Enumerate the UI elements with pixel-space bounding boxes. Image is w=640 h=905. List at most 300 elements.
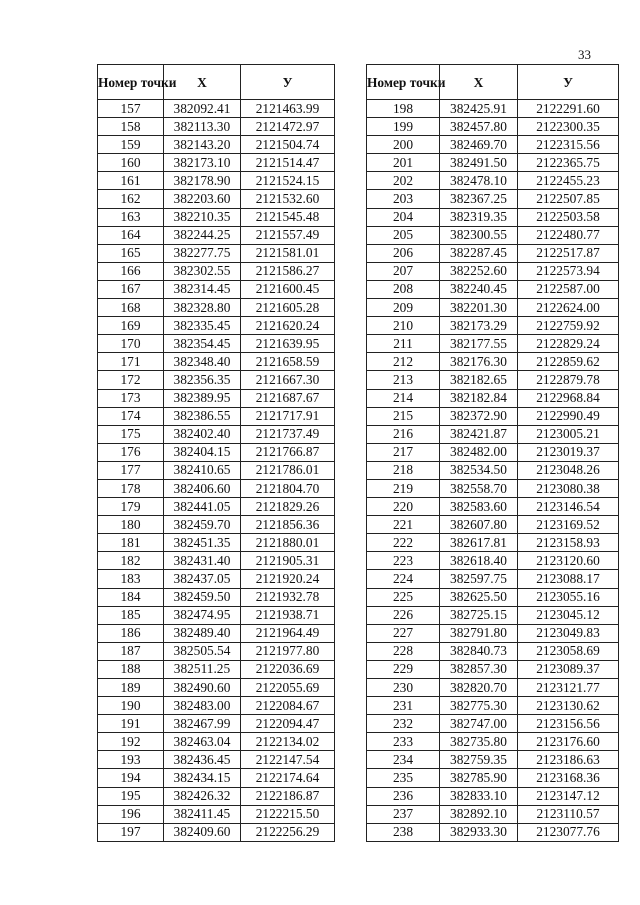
point-number-cell: 187 — [98, 642, 164, 660]
table-row — [98, 679, 335, 697]
point-number-cell: 199 — [367, 118, 440, 136]
x-coordinate-cell: 382534.50 — [440, 461, 518, 479]
table-row — [98, 697, 335, 715]
x-coordinate-cell: 382759.35 — [440, 751, 518, 769]
table-row — [98, 425, 335, 443]
y-coordinate-cell: 2121524.15 — [241, 172, 335, 190]
header-row — [98, 65, 335, 100]
x-coordinate-cell: 382775.30 — [440, 697, 518, 715]
point-number-cell: 207 — [367, 262, 440, 280]
x-coordinate-cell: 382491.50 — [440, 154, 518, 172]
point-number-cell: 221 — [367, 516, 440, 534]
y-coordinate-cell: 2122517.87 — [518, 244, 619, 262]
table-row — [98, 516, 335, 534]
x-coordinate-cell: 382857.30 — [440, 660, 518, 678]
header-point-number: Номер точки — [98, 65, 164, 100]
x-coordinate-cell: 382356.35 — [164, 371, 241, 389]
point-number-cell: 227 — [367, 624, 440, 642]
y-coordinate-cell: 2123005.21 — [518, 425, 619, 443]
table-row — [367, 588, 619, 606]
x-coordinate-cell: 382277.75 — [164, 244, 241, 262]
y-coordinate-cell: 2123120.60 — [518, 552, 619, 570]
y-coordinate-cell: 2121920.24 — [241, 570, 335, 588]
point-number-cell: 226 — [367, 606, 440, 624]
point-number-cell: 238 — [367, 823, 440, 841]
header-row — [367, 65, 619, 100]
x-coordinate-cell: 382735.80 — [440, 733, 518, 751]
point-number-cell: 228 — [367, 642, 440, 660]
header-y: У — [241, 65, 335, 100]
table-row — [98, 443, 335, 461]
x-coordinate-cell: 382354.45 — [164, 335, 241, 353]
x-coordinate-cell: 382607.80 — [440, 516, 518, 534]
y-coordinate-cell: 2123176.60 — [518, 733, 619, 751]
y-coordinate-cell: 2121581.01 — [241, 244, 335, 262]
x-coordinate-cell: 382173.10 — [164, 154, 241, 172]
x-coordinate-cell: 382404.15 — [164, 443, 241, 461]
x-coordinate-cell: 382319.35 — [440, 208, 518, 226]
table-row — [98, 461, 335, 479]
x-coordinate-cell: 382372.90 — [440, 407, 518, 425]
x-coordinate-cell: 382178.90 — [164, 172, 241, 190]
y-coordinate-cell: 2122186.87 — [241, 787, 335, 805]
table-row — [98, 353, 335, 371]
point-number-cell: 157 — [98, 100, 164, 118]
x-coordinate-cell: 382367.25 — [440, 190, 518, 208]
y-coordinate-cell: 2121964.49 — [241, 624, 335, 642]
table-row — [367, 479, 619, 497]
x-coordinate-cell: 382143.20 — [164, 136, 241, 154]
point-number-cell: 237 — [367, 805, 440, 823]
point-number-cell: 166 — [98, 262, 164, 280]
table-row — [367, 244, 619, 262]
table-row — [98, 172, 335, 190]
x-coordinate-cell: 382478.10 — [440, 172, 518, 190]
y-coordinate-cell: 2122503.58 — [518, 208, 619, 226]
x-coordinate-cell: 382201.30 — [440, 299, 518, 317]
point-number-cell: 179 — [98, 498, 164, 516]
y-coordinate-cell: 2122134.02 — [241, 733, 335, 751]
y-coordinate-cell: 2121687.67 — [241, 389, 335, 407]
table-row — [98, 371, 335, 389]
point-number-cell: 191 — [98, 715, 164, 733]
x-coordinate-cell: 382618.40 — [440, 552, 518, 570]
point-number-cell: 178 — [98, 479, 164, 497]
y-coordinate-cell: 2121532.60 — [241, 190, 335, 208]
x-coordinate-cell: 382785.90 — [440, 769, 518, 787]
page-number: 33 — [578, 47, 591, 62]
table-row — [98, 823, 335, 841]
y-coordinate-cell: 2121766.87 — [241, 443, 335, 461]
header-y: У — [518, 65, 619, 100]
table-row — [367, 697, 619, 715]
table-body-left — [98, 100, 335, 842]
table-row — [98, 208, 335, 226]
table-row — [367, 642, 619, 660]
y-coordinate-cell: 2123168.36 — [518, 769, 619, 787]
table-row — [98, 624, 335, 642]
table-row — [98, 769, 335, 787]
point-number-cell: 223 — [367, 552, 440, 570]
y-coordinate-cell: 2123121.77 — [518, 679, 619, 697]
point-number-cell: 169 — [98, 317, 164, 335]
y-coordinate-cell: 2121717.91 — [241, 407, 335, 425]
x-coordinate-cell: 382597.75 — [440, 570, 518, 588]
point-number-cell: 183 — [98, 570, 164, 588]
y-coordinate-cell: 2121514.47 — [241, 154, 335, 172]
point-number-cell: 177 — [98, 461, 164, 479]
table-row — [367, 190, 619, 208]
x-coordinate-cell: 382725.15 — [440, 606, 518, 624]
x-coordinate-cell: 382176.30 — [440, 353, 518, 371]
y-coordinate-cell: 2123169.52 — [518, 516, 619, 534]
point-number-cell: 211 — [367, 335, 440, 353]
y-coordinate-cell: 2123147.12 — [518, 787, 619, 805]
table-row — [367, 805, 619, 823]
table-row — [98, 588, 335, 606]
point-number-cell: 170 — [98, 335, 164, 353]
x-coordinate-cell: 382892.10 — [440, 805, 518, 823]
y-coordinate-cell: 2121463.99 — [241, 100, 335, 118]
table-row — [367, 769, 619, 787]
table-row — [98, 154, 335, 172]
point-number-cell: 233 — [367, 733, 440, 751]
table-row — [98, 389, 335, 407]
y-coordinate-cell: 2121620.24 — [241, 317, 335, 335]
x-coordinate-cell: 382302.55 — [164, 262, 241, 280]
point-number-cell: 225 — [367, 588, 440, 606]
x-coordinate-cell: 382182.65 — [440, 371, 518, 389]
point-number-cell: 212 — [367, 353, 440, 371]
y-coordinate-cell: 2123055.16 — [518, 588, 619, 606]
x-coordinate-cell: 382421.87 — [440, 425, 518, 443]
point-number-cell: 190 — [98, 697, 164, 715]
point-number-cell: 172 — [98, 371, 164, 389]
y-coordinate-cell: 2121938.71 — [241, 606, 335, 624]
table-row — [367, 371, 619, 389]
table-row — [367, 443, 619, 461]
point-number-cell: 192 — [98, 733, 164, 751]
y-coordinate-cell: 2121600.45 — [241, 280, 335, 298]
table-row — [367, 317, 619, 335]
x-coordinate-cell: 382402.40 — [164, 425, 241, 443]
y-coordinate-cell: 2122990.49 — [518, 407, 619, 425]
y-coordinate-cell: 2121639.95 — [241, 335, 335, 353]
y-coordinate-cell: 2122859.62 — [518, 353, 619, 371]
table-row — [98, 498, 335, 516]
x-coordinate-cell: 382092.41 — [164, 100, 241, 118]
x-coordinate-cell: 382177.55 — [440, 335, 518, 353]
x-coordinate-cell: 382451.35 — [164, 534, 241, 552]
point-number-cell: 198 — [367, 100, 440, 118]
point-number-cell: 219 — [367, 479, 440, 497]
table-row — [367, 715, 619, 733]
x-coordinate-cell: 382933.30 — [440, 823, 518, 841]
point-number-cell: 201 — [367, 154, 440, 172]
x-coordinate-cell: 382467.99 — [164, 715, 241, 733]
table-row — [367, 226, 619, 244]
y-coordinate-cell: 2121667.30 — [241, 371, 335, 389]
point-number-cell: 173 — [98, 389, 164, 407]
y-coordinate-cell: 2123080.38 — [518, 479, 619, 497]
x-coordinate-cell: 382287.45 — [440, 244, 518, 262]
y-coordinate-cell: 2123156.56 — [518, 715, 619, 733]
x-coordinate-cell: 382583.60 — [440, 498, 518, 516]
y-coordinate-cell: 2121880.01 — [241, 534, 335, 552]
table-row — [98, 299, 335, 317]
y-coordinate-cell: 2122455.23 — [518, 172, 619, 190]
point-number-cell: 182 — [98, 552, 164, 570]
table-row — [367, 262, 619, 280]
y-coordinate-cell: 2123089.37 — [518, 660, 619, 678]
x-coordinate-cell: 382328.80 — [164, 299, 241, 317]
y-coordinate-cell: 2121504.74 — [241, 136, 335, 154]
y-coordinate-cell: 2122174.64 — [241, 769, 335, 787]
x-coordinate-cell: 382409.60 — [164, 823, 241, 841]
y-coordinate-cell: 2122215.50 — [241, 805, 335, 823]
point-number-cell: 186 — [98, 624, 164, 642]
point-number-cell: 174 — [98, 407, 164, 425]
table-row — [98, 715, 335, 733]
x-coordinate-cell: 382747.00 — [440, 715, 518, 733]
y-coordinate-cell: 2123130.62 — [518, 697, 619, 715]
x-coordinate-cell: 382411.45 — [164, 805, 241, 823]
y-coordinate-cell: 2121804.70 — [241, 479, 335, 497]
y-coordinate-cell: 2122300.35 — [518, 118, 619, 136]
point-number-cell: 164 — [98, 226, 164, 244]
y-coordinate-cell: 2123049.83 — [518, 624, 619, 642]
point-number-cell: 175 — [98, 425, 164, 443]
table-row — [367, 679, 619, 697]
table-row — [367, 552, 619, 570]
table-row — [98, 407, 335, 425]
table-row — [367, 461, 619, 479]
point-number-cell: 161 — [98, 172, 164, 190]
x-coordinate-cell: 382489.40 — [164, 624, 241, 642]
y-coordinate-cell: 2122879.78 — [518, 371, 619, 389]
table-row — [367, 516, 619, 534]
point-number-cell: 188 — [98, 660, 164, 678]
point-number-cell: 235 — [367, 769, 440, 787]
y-coordinate-cell: 2122480.77 — [518, 226, 619, 244]
y-coordinate-cell: 2123058.69 — [518, 642, 619, 660]
header-x: X — [440, 65, 518, 100]
point-number-cell: 176 — [98, 443, 164, 461]
x-coordinate-cell: 382173.29 — [440, 317, 518, 335]
x-coordinate-cell: 382625.50 — [440, 588, 518, 606]
table-row — [367, 407, 619, 425]
x-coordinate-cell: 382459.70 — [164, 516, 241, 534]
table-row — [367, 118, 619, 136]
point-number-cell: 214 — [367, 389, 440, 407]
y-coordinate-cell: 2122759.92 — [518, 317, 619, 335]
x-coordinate-cell: 382431.40 — [164, 552, 241, 570]
y-coordinate-cell: 2121545.48 — [241, 208, 335, 226]
table-row — [98, 552, 335, 570]
point-number-cell: 171 — [98, 353, 164, 371]
y-coordinate-cell: 2123019.37 — [518, 443, 619, 461]
x-coordinate-cell: 382203.60 — [164, 190, 241, 208]
y-coordinate-cell: 2122291.60 — [518, 100, 619, 118]
table-row — [98, 335, 335, 353]
table-row — [367, 624, 619, 642]
y-coordinate-cell: 2123158.93 — [518, 534, 619, 552]
coordinates-table-right — [366, 64, 619, 842]
y-coordinate-cell: 2121786.01 — [241, 461, 335, 479]
table-row — [98, 100, 335, 118]
table-row — [367, 299, 619, 317]
point-number-cell: 206 — [367, 244, 440, 262]
x-coordinate-cell: 382386.55 — [164, 407, 241, 425]
y-coordinate-cell: 2122315.56 — [518, 136, 619, 154]
point-number-cell: 217 — [367, 443, 440, 461]
table-row — [367, 570, 619, 588]
y-coordinate-cell: 2123048.26 — [518, 461, 619, 479]
y-coordinate-cell: 2121472.97 — [241, 118, 335, 136]
table-row — [367, 353, 619, 371]
table-row — [367, 136, 619, 154]
point-number-cell: 200 — [367, 136, 440, 154]
table-row — [367, 280, 619, 298]
x-coordinate-cell: 382210.35 — [164, 208, 241, 226]
point-number-cell: 165 — [98, 244, 164, 262]
table-row — [367, 335, 619, 353]
x-coordinate-cell: 382244.25 — [164, 226, 241, 244]
x-coordinate-cell: 382459.50 — [164, 588, 241, 606]
table-row — [98, 262, 335, 280]
point-number-cell: 204 — [367, 208, 440, 226]
x-coordinate-cell: 382558.70 — [440, 479, 518, 497]
y-coordinate-cell: 2122587.00 — [518, 280, 619, 298]
point-number-cell: 229 — [367, 660, 440, 678]
y-coordinate-cell: 2122968.84 — [518, 389, 619, 407]
point-number-cell: 220 — [367, 498, 440, 516]
point-number-cell: 159 — [98, 136, 164, 154]
y-coordinate-cell: 2121856.36 — [241, 516, 335, 534]
point-number-cell: 158 — [98, 118, 164, 136]
x-coordinate-cell: 382490.60 — [164, 679, 241, 697]
table-row — [98, 479, 335, 497]
table-row — [98, 118, 335, 136]
point-number-cell: 202 — [367, 172, 440, 190]
x-coordinate-cell: 382252.60 — [440, 262, 518, 280]
y-coordinate-cell: 2122147.54 — [241, 751, 335, 769]
table-row — [367, 660, 619, 678]
y-coordinate-cell: 2122365.75 — [518, 154, 619, 172]
x-coordinate-cell: 382113.30 — [164, 118, 241, 136]
point-number-cell: 180 — [98, 516, 164, 534]
table-row — [367, 208, 619, 226]
x-coordinate-cell: 382474.95 — [164, 606, 241, 624]
table-row — [367, 389, 619, 407]
point-number-cell: 222 — [367, 534, 440, 552]
x-coordinate-cell: 382406.60 — [164, 479, 241, 497]
table-row — [367, 787, 619, 805]
table-row — [367, 154, 619, 172]
table-row — [367, 733, 619, 751]
x-coordinate-cell: 382511.25 — [164, 660, 241, 678]
x-coordinate-cell: 382840.73 — [440, 642, 518, 660]
point-number-cell: 189 — [98, 679, 164, 697]
table-row — [98, 606, 335, 624]
y-coordinate-cell: 2123088.17 — [518, 570, 619, 588]
x-coordinate-cell: 382469.70 — [440, 136, 518, 154]
x-coordinate-cell: 382833.10 — [440, 787, 518, 805]
table-row — [367, 498, 619, 516]
point-number-cell: 230 — [367, 679, 440, 697]
x-coordinate-cell: 382410.65 — [164, 461, 241, 479]
table-row — [367, 823, 619, 841]
point-number-cell: 193 — [98, 751, 164, 769]
point-number-cell: 181 — [98, 534, 164, 552]
y-coordinate-cell: 2123045.12 — [518, 606, 619, 624]
y-coordinate-cell: 2121977.80 — [241, 642, 335, 660]
x-coordinate-cell: 382483.00 — [164, 697, 241, 715]
y-coordinate-cell: 2122084.67 — [241, 697, 335, 715]
x-coordinate-cell: 382314.45 — [164, 280, 241, 298]
y-coordinate-cell: 2123186.63 — [518, 751, 619, 769]
y-coordinate-cell: 2121605.28 — [241, 299, 335, 317]
point-number-cell: 213 — [367, 371, 440, 389]
table-row — [98, 190, 335, 208]
table-row — [98, 805, 335, 823]
x-coordinate-cell: 382617.81 — [440, 534, 518, 552]
point-number-cell: 196 — [98, 805, 164, 823]
y-coordinate-cell: 2121932.78 — [241, 588, 335, 606]
table-row — [98, 534, 335, 552]
x-coordinate-cell: 382457.80 — [440, 118, 518, 136]
y-coordinate-cell: 2122624.00 — [518, 299, 619, 317]
x-coordinate-cell: 382434.15 — [164, 769, 241, 787]
table-row — [98, 244, 335, 262]
table-body-right — [367, 100, 619, 842]
y-coordinate-cell: 2123110.57 — [518, 805, 619, 823]
point-number-cell: 168 — [98, 299, 164, 317]
header-point-number: Номер точки — [367, 65, 440, 100]
header-x: X — [164, 65, 241, 100]
point-number-cell: 234 — [367, 751, 440, 769]
x-coordinate-cell: 382335.45 — [164, 317, 241, 335]
y-coordinate-cell: 2121829.26 — [241, 498, 335, 516]
x-coordinate-cell: 382505.54 — [164, 642, 241, 660]
y-coordinate-cell: 2121737.49 — [241, 425, 335, 443]
point-number-cell: 208 — [367, 280, 440, 298]
y-coordinate-cell: 2123146.54 — [518, 498, 619, 516]
y-coordinate-cell: 2121658.59 — [241, 353, 335, 371]
coordinates-table-left — [97, 64, 335, 842]
y-coordinate-cell: 2122507.85 — [518, 190, 619, 208]
point-number-cell: 210 — [367, 317, 440, 335]
point-number-cell: 163 — [98, 208, 164, 226]
table-row — [98, 751, 335, 769]
point-number-cell: 218 — [367, 461, 440, 479]
x-coordinate-cell: 382791.80 — [440, 624, 518, 642]
point-number-cell: 224 — [367, 570, 440, 588]
point-number-cell: 216 — [367, 425, 440, 443]
point-number-cell: 195 — [98, 787, 164, 805]
x-coordinate-cell: 382437.05 — [164, 570, 241, 588]
table-row — [367, 606, 619, 624]
point-number-cell: 215 — [367, 407, 440, 425]
y-coordinate-cell: 2122036.69 — [241, 660, 335, 678]
x-coordinate-cell: 382463.04 — [164, 733, 241, 751]
y-coordinate-cell: 2121557.49 — [241, 226, 335, 244]
table-row — [367, 751, 619, 769]
table-row — [98, 660, 335, 678]
y-coordinate-cell: 2122256.29 — [241, 823, 335, 841]
table-row — [98, 787, 335, 805]
x-coordinate-cell: 382240.45 — [440, 280, 518, 298]
